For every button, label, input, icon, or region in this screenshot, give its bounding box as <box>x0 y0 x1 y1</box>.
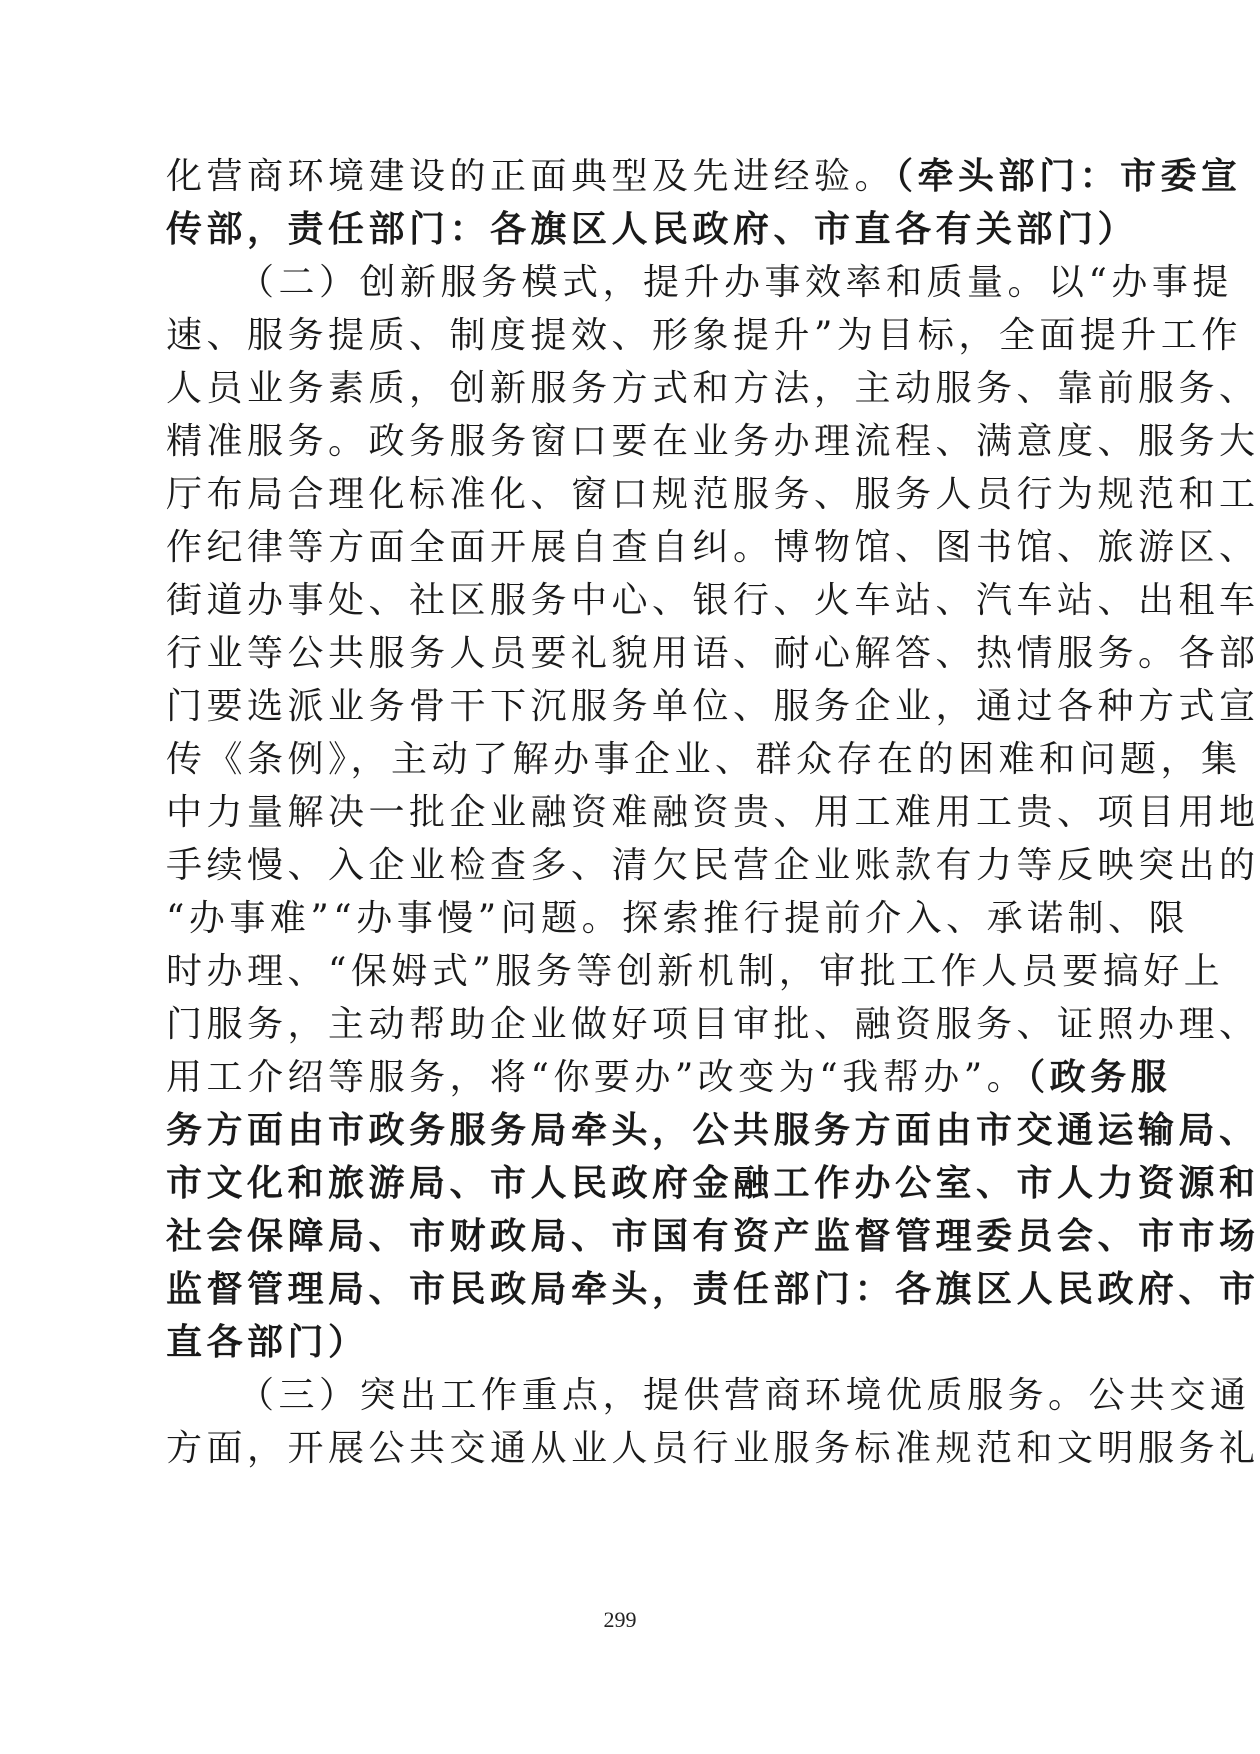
text-run: 作纪律等方面全面开展自查自纠。博物馆、图书馆、旅游区、 <box>166 527 1260 568</box>
text-line <box>166 207 1139 253</box>
text-line <box>166 896 1190 942</box>
text-line <box>166 843 1260 889</box>
text-run: 街道办事处、社区服务中心、银行、火车站、汽车站、出租车 <box>166 580 1260 621</box>
page-number: 299 <box>603 1607 637 1632</box>
text-run: 厅布局合理化标准化、窗口规范服务、服务人员行为规范和工 <box>166 474 1260 515</box>
text-line <box>166 737 1242 783</box>
text-line <box>166 1108 1260 1154</box>
text-line <box>166 1002 1260 1048</box>
text-run: 传《条例》，主动了解办事企业、群众存在的困难和问题，集 <box>166 739 1242 780</box>
text-line <box>166 366 1260 412</box>
text-line <box>166 1214 1260 1260</box>
text-run: “办事难”“办事慢”问题。探索推行提前介入、承诺制、限 <box>166 898 1190 939</box>
department-note: （牵头部门：市委宣 <box>895 156 1242 197</box>
text-run: 行业等公共服务人员要礼貌用语、耐心解答、热情服务。各部 <box>166 633 1260 674</box>
text-line <box>166 472 1260 518</box>
text-run: 速、服务提质、制度提效、形象提升”为目标，全面提升工作 <box>166 315 1242 356</box>
text-line <box>166 1161 1260 1207</box>
text-line <box>166 154 1242 200</box>
text-run: 人员业务素质，创新服务方式和方法，主动服务、靠前服务、 <box>166 368 1260 409</box>
text-run: 中力量解决一批企业融资难融资贵、用工难用工贵、项目用地 <box>166 792 1260 833</box>
text-line <box>166 949 1225 995</box>
department-note: 监督管理局、市民政局牵头，责任部门：各旗区人民政府、市 <box>166 1269 1260 1310</box>
department-note: 直各部门） <box>166 1322 369 1363</box>
section-heading: （二）创新服务模式，提升办事效率和质量。 <box>238 262 1049 303</box>
text-run: 门要选派业务骨干下沉服务单位、服务企业，通过各种方式宣 <box>166 686 1260 727</box>
department-note: 务方面由市政务服务局牵头，公共服务方面由市交通运输局、 <box>166 1110 1260 1151</box>
department-note: 传部，责任部门：各旗区人民政府、市直各有关部门） <box>166 209 1139 250</box>
text-line <box>166 313 1242 359</box>
text-run: 公共交通 <box>1088 1375 1251 1416</box>
text-line <box>166 631 1260 677</box>
text-run: 精准服务。政务服务窗口要在业务办理流程、满意度、服务大 <box>166 421 1260 462</box>
text-line <box>238 260 1233 306</box>
text-line <box>238 1373 1251 1419</box>
text-run: 门服务，主动帮助企业做好项目审批、融资服务、证照办理、 <box>166 1004 1260 1045</box>
text-line <box>166 1426 1260 1472</box>
department-note: 社会保障局、市财政局、市国有资产监督管理委员会、市市场 <box>166 1216 1260 1257</box>
text-run: 时办理、“保姆式”服务等创新机制，审批工作人员要搞好上 <box>166 951 1225 992</box>
text-run: 手续慢、入企业检查多、清欠民营企业账款有力等反映突出的 <box>166 845 1260 886</box>
text-line <box>166 1267 1260 1313</box>
department-note: （政务服 <box>1027 1057 1172 1098</box>
text-line <box>166 790 1260 836</box>
text-line <box>166 1320 1074 1366</box>
text-run: 方面，开展公共交通从业人员行业服务标准规范和文明服务礼 <box>166 1428 1260 1469</box>
text-line <box>166 578 1260 624</box>
text-run: 化营商环境建设的正面典型及先进经验。 <box>166 156 896 197</box>
text-run: 以“办事提 <box>1048 262 1233 303</box>
text-line <box>166 525 1260 571</box>
text-run: 用工介绍等服务，将“你要办”改变为“我帮办”。 <box>166 1057 1028 1098</box>
department-note: 市文化和旅游局、市人民政府金融工作办公室、市人力资源和 <box>166 1163 1260 1204</box>
text-line <box>166 684 1260 730</box>
text-line <box>166 419 1260 465</box>
text-line <box>166 1055 1172 1101</box>
section-heading: （三）突出工作重点，提供营商环境优质服务。 <box>238 1375 1089 1416</box>
